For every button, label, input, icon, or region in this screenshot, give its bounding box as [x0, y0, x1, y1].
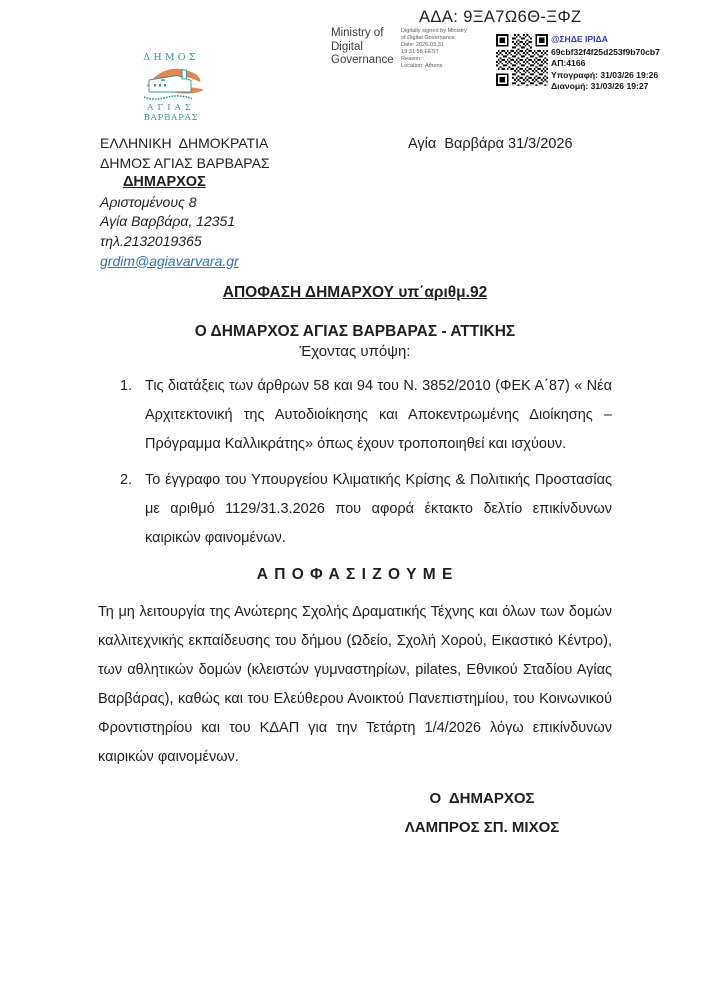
signoff-block	[378, 790, 586, 836]
decision-title: ΑΠΟΦΑΣΗ ΔΗΜΑΡΧΟΥ υπ΄αριθμ.92	[222, 284, 488, 301]
office-title: ΔΗΜΑΡΧΟΣ	[123, 174, 206, 191]
protocol-number: ΑΠ:4166	[551, 58, 586, 69]
preamble: Έχοντας υπόψη:	[299, 343, 411, 360]
letterhead	[100, 134, 340, 271]
qr-code-icon	[496, 33, 548, 87]
ministry-line: Ministry of	[331, 27, 384, 39]
decision-body: Τη μη λειτουργία της Ανώτερης Σχολής Δραματικής Τέχνης και όλων των δομών καλλιτεχνικής εκπαίδευσης του δήμου (Ωδείο, Σχολή Χορού, Εικαστικό Κέντρο), των αθλητικών δομών (κλειστών γυμναστηρίων, pilates, Εθνικού Σταδίου Αγίας Βαρβάρας), καθώς και του Ελεύθερου Ανοικτού Πανεπιστημίου, του Κοινωνικού Φροντιστηρίου και του ΚΔΑΠ για την Τετάρτη 1/4/2026 λόγω επικίνδυνων καιρικών φαινομένων.	[98, 604, 612, 765]
republic-line: ΕΛΛΗΝΙΚΗ ΔΗΜΟΚΡΑΤΙΑ	[100, 135, 269, 151]
item-text: Το έγγραφο του Υπουργείου Κλιματικής Κρίσης & Πολιτικής Προστασίας με αριθμό 1129/31.3.2026 που αφορά έκτακτο δελτίο επικίνδυνων καιρικών φαινομένων.	[145, 472, 612, 546]
logo-text-agias: ΑΓΙΑΣ	[147, 103, 195, 113]
ministry-line: Governance	[331, 54, 394, 66]
logo-chimney	[182, 70, 187, 79]
irida-system-label: @ΣΗΔΕ ΙΡΙΔΑ	[551, 34, 608, 44]
logo-text-varvaras: ΒΑΡΒΑΡΑΣ	[143, 113, 199, 123]
signature-detail-line: of Digital Governance	[401, 34, 455, 41]
distribution-timestamp: Διανομή: 31/03/26 19:27	[551, 81, 649, 92]
decision-document	[98, 284, 612, 772]
signature-detail-line: Digitally signed by Ministry	[401, 28, 467, 34]
email-link[interactable]: grdim@agiavarvara.gr	[100, 252, 239, 269]
street-address: Αριστομένους 8	[100, 193, 197, 210]
signature-detail-line: Location: Athens	[401, 62, 443, 69]
city-postcode: Αγία Βαρβάρα, 12351	[100, 213, 236, 230]
decision-subtitle: Ο ΔΗΜΑΡΧΟΣ ΑΓΙΑΣ ΒΑΡΒΑΡΑΣ - ΑΤΤΙΚΗΣ	[194, 323, 516, 340]
ministry-signature-label	[331, 27, 403, 68]
signoff-role: Ο ΔΗΜΑΡΧΟΣ	[429, 790, 535, 807]
ministry-line: Digital	[331, 40, 363, 53]
municipality-logo	[134, 47, 208, 125]
municipality-line: ΔΗΜΟΣ ΑΓΙΑΣ ΒΑΡΒΑΡΑΣ	[100, 154, 270, 171]
item-number: 2.	[120, 472, 133, 488]
logo-text-dimos: ΔΗΜΟΣ	[143, 52, 199, 63]
irida-stamp	[551, 34, 703, 93]
ada-code: ΑΔΑ: 9ΞΑ7Ω6Θ-ΞΦΖ	[419, 8, 582, 26]
operative-heading: Α Π Ο Φ Α Σ Ι Ζ Ο Υ Μ Ε	[256, 566, 454, 583]
item-text: Τις διατάξεις των άρθρων 58 και 94 του Ν. 3852/2010 (ΦΕΚ Α΄87) « Νέα Αρχιτεκτονική της Αυτοδιοίκησης και Αποκεντρωμένης Διοίκησης – Πρόγραμμα Καλλικράτης» όπως έχουν τροποποιηθεί και ισχύουν.	[145, 378, 612, 452]
considering-item-2	[98, 466, 612, 553]
signature-detail-line: Reason:	[401, 55, 422, 62]
signature-details	[401, 28, 493, 69]
date-line: Αγία Βαρβάρα 31/3/2026	[408, 136, 573, 152]
item-number: 1.	[120, 378, 133, 394]
phone-number: τηλ.2132019365	[100, 232, 202, 249]
considering-item-1	[98, 372, 612, 459]
signature-detail-line: Date: 2026.03.31	[401, 41, 444, 48]
signoff-name: ΛΑΜΠΡΟΣ ΣΠ. ΜΙΧΟΣ	[404, 819, 560, 836]
signature-detail-line: 19:31:58 EEST	[401, 48, 439, 55]
signature-timestamp: Υπογραφή: 31/03/26 19:26	[551, 69, 659, 80]
document-hash: 69cbf32f4f25d253f9b70cb7	[551, 46, 660, 57]
